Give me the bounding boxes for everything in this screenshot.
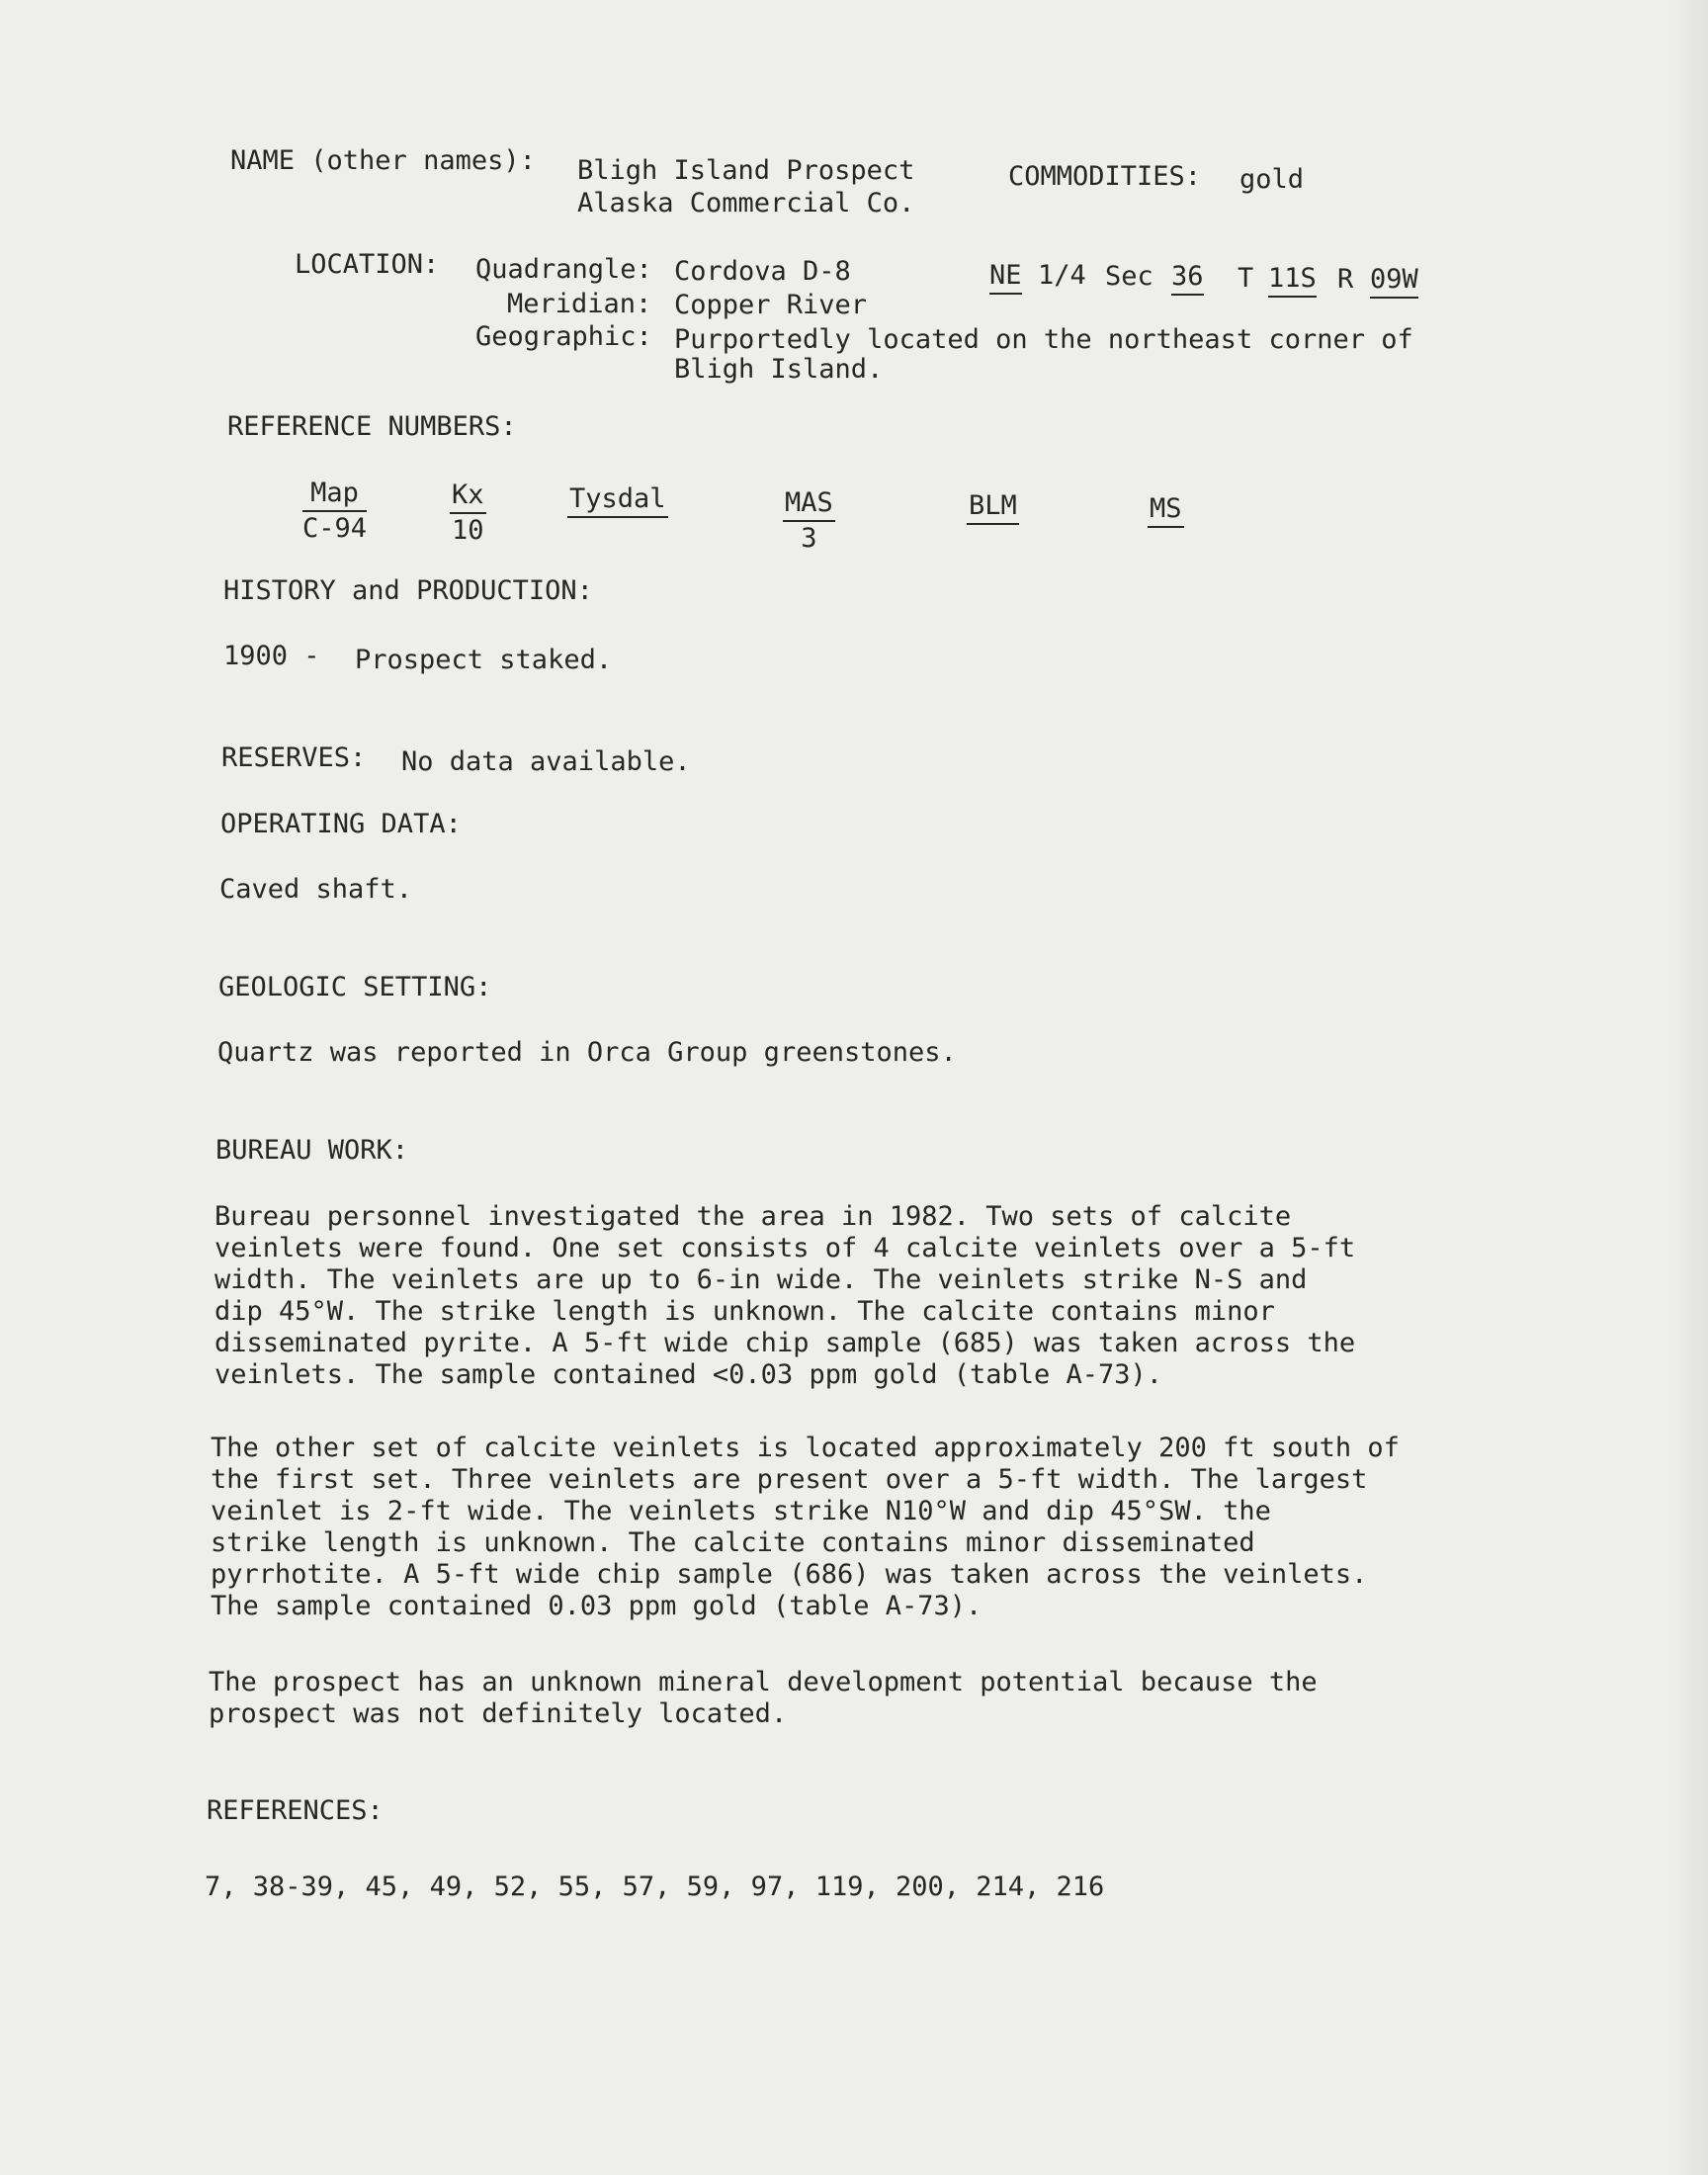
range-label: R xyxy=(1337,264,1354,295)
geologic-text: Quartz was reported in Orca Group greenstones. xyxy=(217,1037,957,1068)
reference-numbers-label: REFERENCE NUMBERS: xyxy=(227,411,517,442)
section-value: 36 xyxy=(1171,261,1204,296)
quarter-section: NE xyxy=(989,260,1022,295)
bureau-label: BUREAU WORK: xyxy=(215,1135,409,1166)
operating-label: OPERATING DATA: xyxy=(220,809,462,839)
quadrangle-label: Quadrangle: xyxy=(475,254,652,285)
commodities-label: COMMODITIES: xyxy=(1008,161,1202,192)
references-text: 7, 38-39, 45, 49, 52, 55, 57, 59, 97, 119, 200, 214, 216 xyxy=(205,1871,1105,1902)
history-text: Prospect staked. xyxy=(355,645,613,675)
bureau-paragraph-3: The prospect has an unknown mineral development potential because the prospect was not definitely located. xyxy=(209,1667,1318,1729)
range-value: 09W xyxy=(1370,264,1418,299)
ref-tysdal xyxy=(567,482,668,518)
name-label: NAME (other names): xyxy=(230,145,536,176)
meridian-label: Meridian: xyxy=(507,289,652,319)
geographic-label: Geographic: xyxy=(475,321,652,352)
section-label: Sec xyxy=(1105,261,1153,292)
ref-map-top: Map xyxy=(302,477,367,512)
quadrangle-value: Cordova D-8 xyxy=(674,256,851,287)
ref-kx-top: Kx xyxy=(450,478,486,514)
reserves-text: No data available. xyxy=(401,746,691,777)
ref-map xyxy=(302,477,367,546)
operating-text: Caved shaft. xyxy=(219,874,413,905)
ref-mas xyxy=(783,486,835,556)
history-year: 1900 - xyxy=(223,641,320,671)
history-label: HISTORY and PRODUCTION: xyxy=(223,575,593,606)
geographic-line-2: Bligh Island. xyxy=(674,354,884,385)
ref-mas-top: MAS xyxy=(783,486,835,522)
commodities-value: gold xyxy=(1239,164,1305,195)
township-label: T xyxy=(1238,263,1254,294)
quarter-fraction: 1/4 xyxy=(1038,260,1086,291)
location-label: LOCATION: xyxy=(295,249,440,280)
ref-mas-bottom: 3 xyxy=(801,523,817,554)
prospect-name: Bligh Island Prospect xyxy=(577,155,915,186)
geologic-label: GEOLOGIC SETTING: xyxy=(218,972,492,1002)
meridian-value: Copper River xyxy=(674,290,868,320)
bureau-paragraph-1: Bureau personnel investigated the area in 1982. Two sets of calcite veinlets were found. One set consists of 4 calcite veinlets over a 5-ft width. The veinlets are up to 6-in wide. The veinlets strike N-S and dip 45°W. The strike length is unknown. The calcite contains minor disseminated pyrite. A 5-ft wide chip sample (685) was taken across the veinlets. The sample contained <0.03 ppm gold (table A-73). xyxy=(214,1201,1356,1390)
township-value: 11S xyxy=(1268,263,1317,298)
ref-blm-top: BLM xyxy=(967,489,1019,525)
references-label: REFERENCES: xyxy=(207,1795,384,1826)
reserves-label: RESERVES: xyxy=(221,742,367,773)
ref-kx xyxy=(450,478,486,548)
geographic-line-1: Purportedly located on the northeast corner of xyxy=(674,324,1413,355)
ref-kx-bottom: 10 xyxy=(452,515,484,546)
bureau-paragraph-2: The other set of calcite veinlets is located approximately 200 ft south of the first set. Three veinlets are present over a 5-ft width. The largest veinlet is 2-ft wide. The veinlets strike N10°W and dip 45°SW. the strike length is unknown. The calcite contains minor disseminated pyrrhotite. A 5-ft wide chip sample (686) was taken across the veinlets. The sample contained 0.03 ppm gold (table A-73). xyxy=(211,1433,1400,1621)
ref-tysdal-top: Tysdal xyxy=(567,482,668,518)
ref-map-bottom: C-94 xyxy=(302,513,368,544)
ref-ms xyxy=(1148,492,1184,528)
ref-blm xyxy=(967,489,1019,525)
scan-edge-shadow xyxy=(1668,0,1708,2175)
ref-ms-top: MS xyxy=(1148,492,1184,528)
other-name: Alaska Commercial Co. xyxy=(577,188,915,218)
